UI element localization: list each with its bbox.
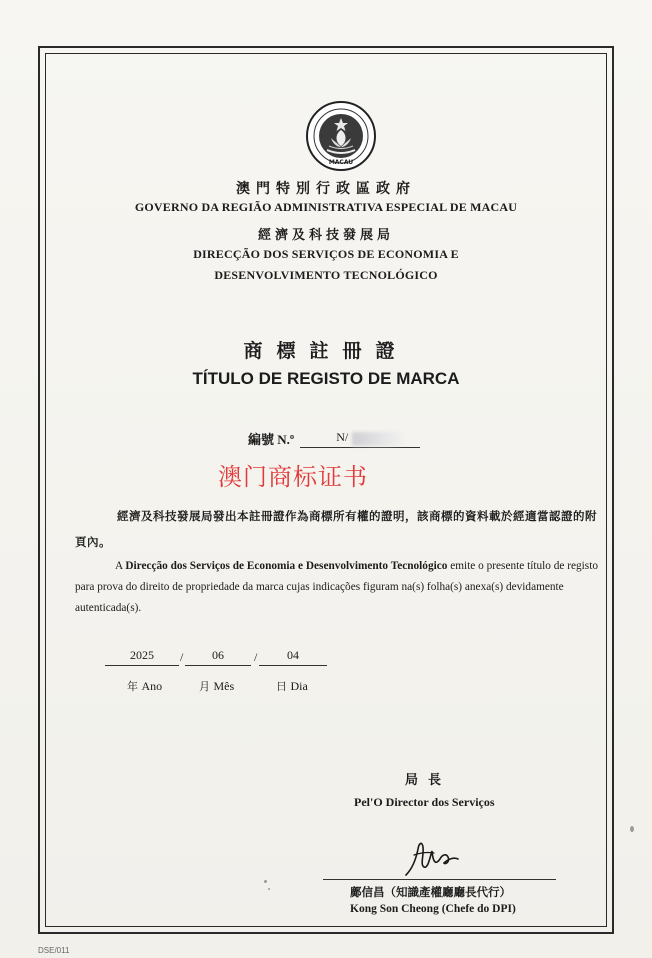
signature-mark: [402, 835, 472, 879]
watermark-text: 澳门商标证书: [218, 463, 368, 491]
government-name-pt: GOVERNO DA REGIÃO ADMINISTRATIVA ESPECIAL DE MACAU: [134, 200, 518, 214]
department-name-pt-line1: DIRECÇÃO DOS SERVIÇOS DE ECONOMIA E: [193, 247, 459, 261]
date-year-field: [105, 644, 179, 666]
statement-pt-prefix: A: [115, 560, 126, 572]
paper-speck: [264, 880, 267, 883]
registration-number-field: [300, 429, 420, 448]
registration-number-row: [248, 426, 420, 448]
paper-speck: [630, 826, 634, 832]
paper-speck: [268, 888, 270, 890]
signature-line: [323, 879, 556, 880]
statement-pt: [75, 556, 610, 619]
statement-zh: 經濟及科技發展局發出本註冊證作為商標所有權的證明，該商標的資料載於經適當認證的附頁內。: [75, 509, 597, 549]
date-day-field: [259, 644, 327, 666]
statement-pt-rest: emite o presente título de registo para prova do direito de propriedade da marca cujas indicações figuram na(s) folha(s) anexa(s) devidamente autenticada(s).: [75, 560, 598, 614]
date-year-value: 2025: [130, 648, 154, 662]
department-name-pt-line2: DESENVOLVIMENTO TECNOLÓGICO: [214, 268, 438, 282]
director-title-zh: 局長: [405, 773, 452, 788]
date-month-value: 06: [212, 648, 224, 662]
date-month-field: [185, 644, 251, 666]
director-title-pt: Pel'O Director dos Serviços: [354, 795, 495, 809]
registration-number-value: N/: [336, 430, 349, 444]
macau-emblem-icon: [305, 100, 377, 172]
date-separator: /: [180, 650, 184, 664]
government-name-zh: 澳門特別行政區政府: [236, 181, 416, 197]
signer-name-pt: Kong Son Cheong (Chefe do DPI): [350, 903, 516, 915]
date-year-label: 年 Ano: [127, 679, 163, 693]
department-name-zh: 經濟及科技發展局: [257, 228, 394, 243]
emblem-text: MACAU: [328, 159, 354, 166]
form-code: DSE/011: [38, 946, 70, 955]
redaction-blur: [352, 432, 406, 446]
date-separator: /: [254, 650, 258, 664]
certificate-title-pt: TÍTULO DE REGISTO DE MARCA: [192, 369, 460, 388]
date-month-label: 月 Mês: [199, 679, 235, 693]
registration-number-label: 編號 N.º: [248, 432, 295, 447]
signer-name-zh: 鄺信昌（知識產權廳廳長代行）: [350, 885, 511, 899]
statement-pt-bold: Direcção dos Serviços de Economia e Desenvolvimento Tecnológico: [125, 560, 448, 572]
date-day-value: 04: [287, 648, 299, 662]
certificate-title-zh: 商標註冊證: [243, 340, 409, 362]
date-day-label: 日 Dia: [276, 679, 308, 693]
